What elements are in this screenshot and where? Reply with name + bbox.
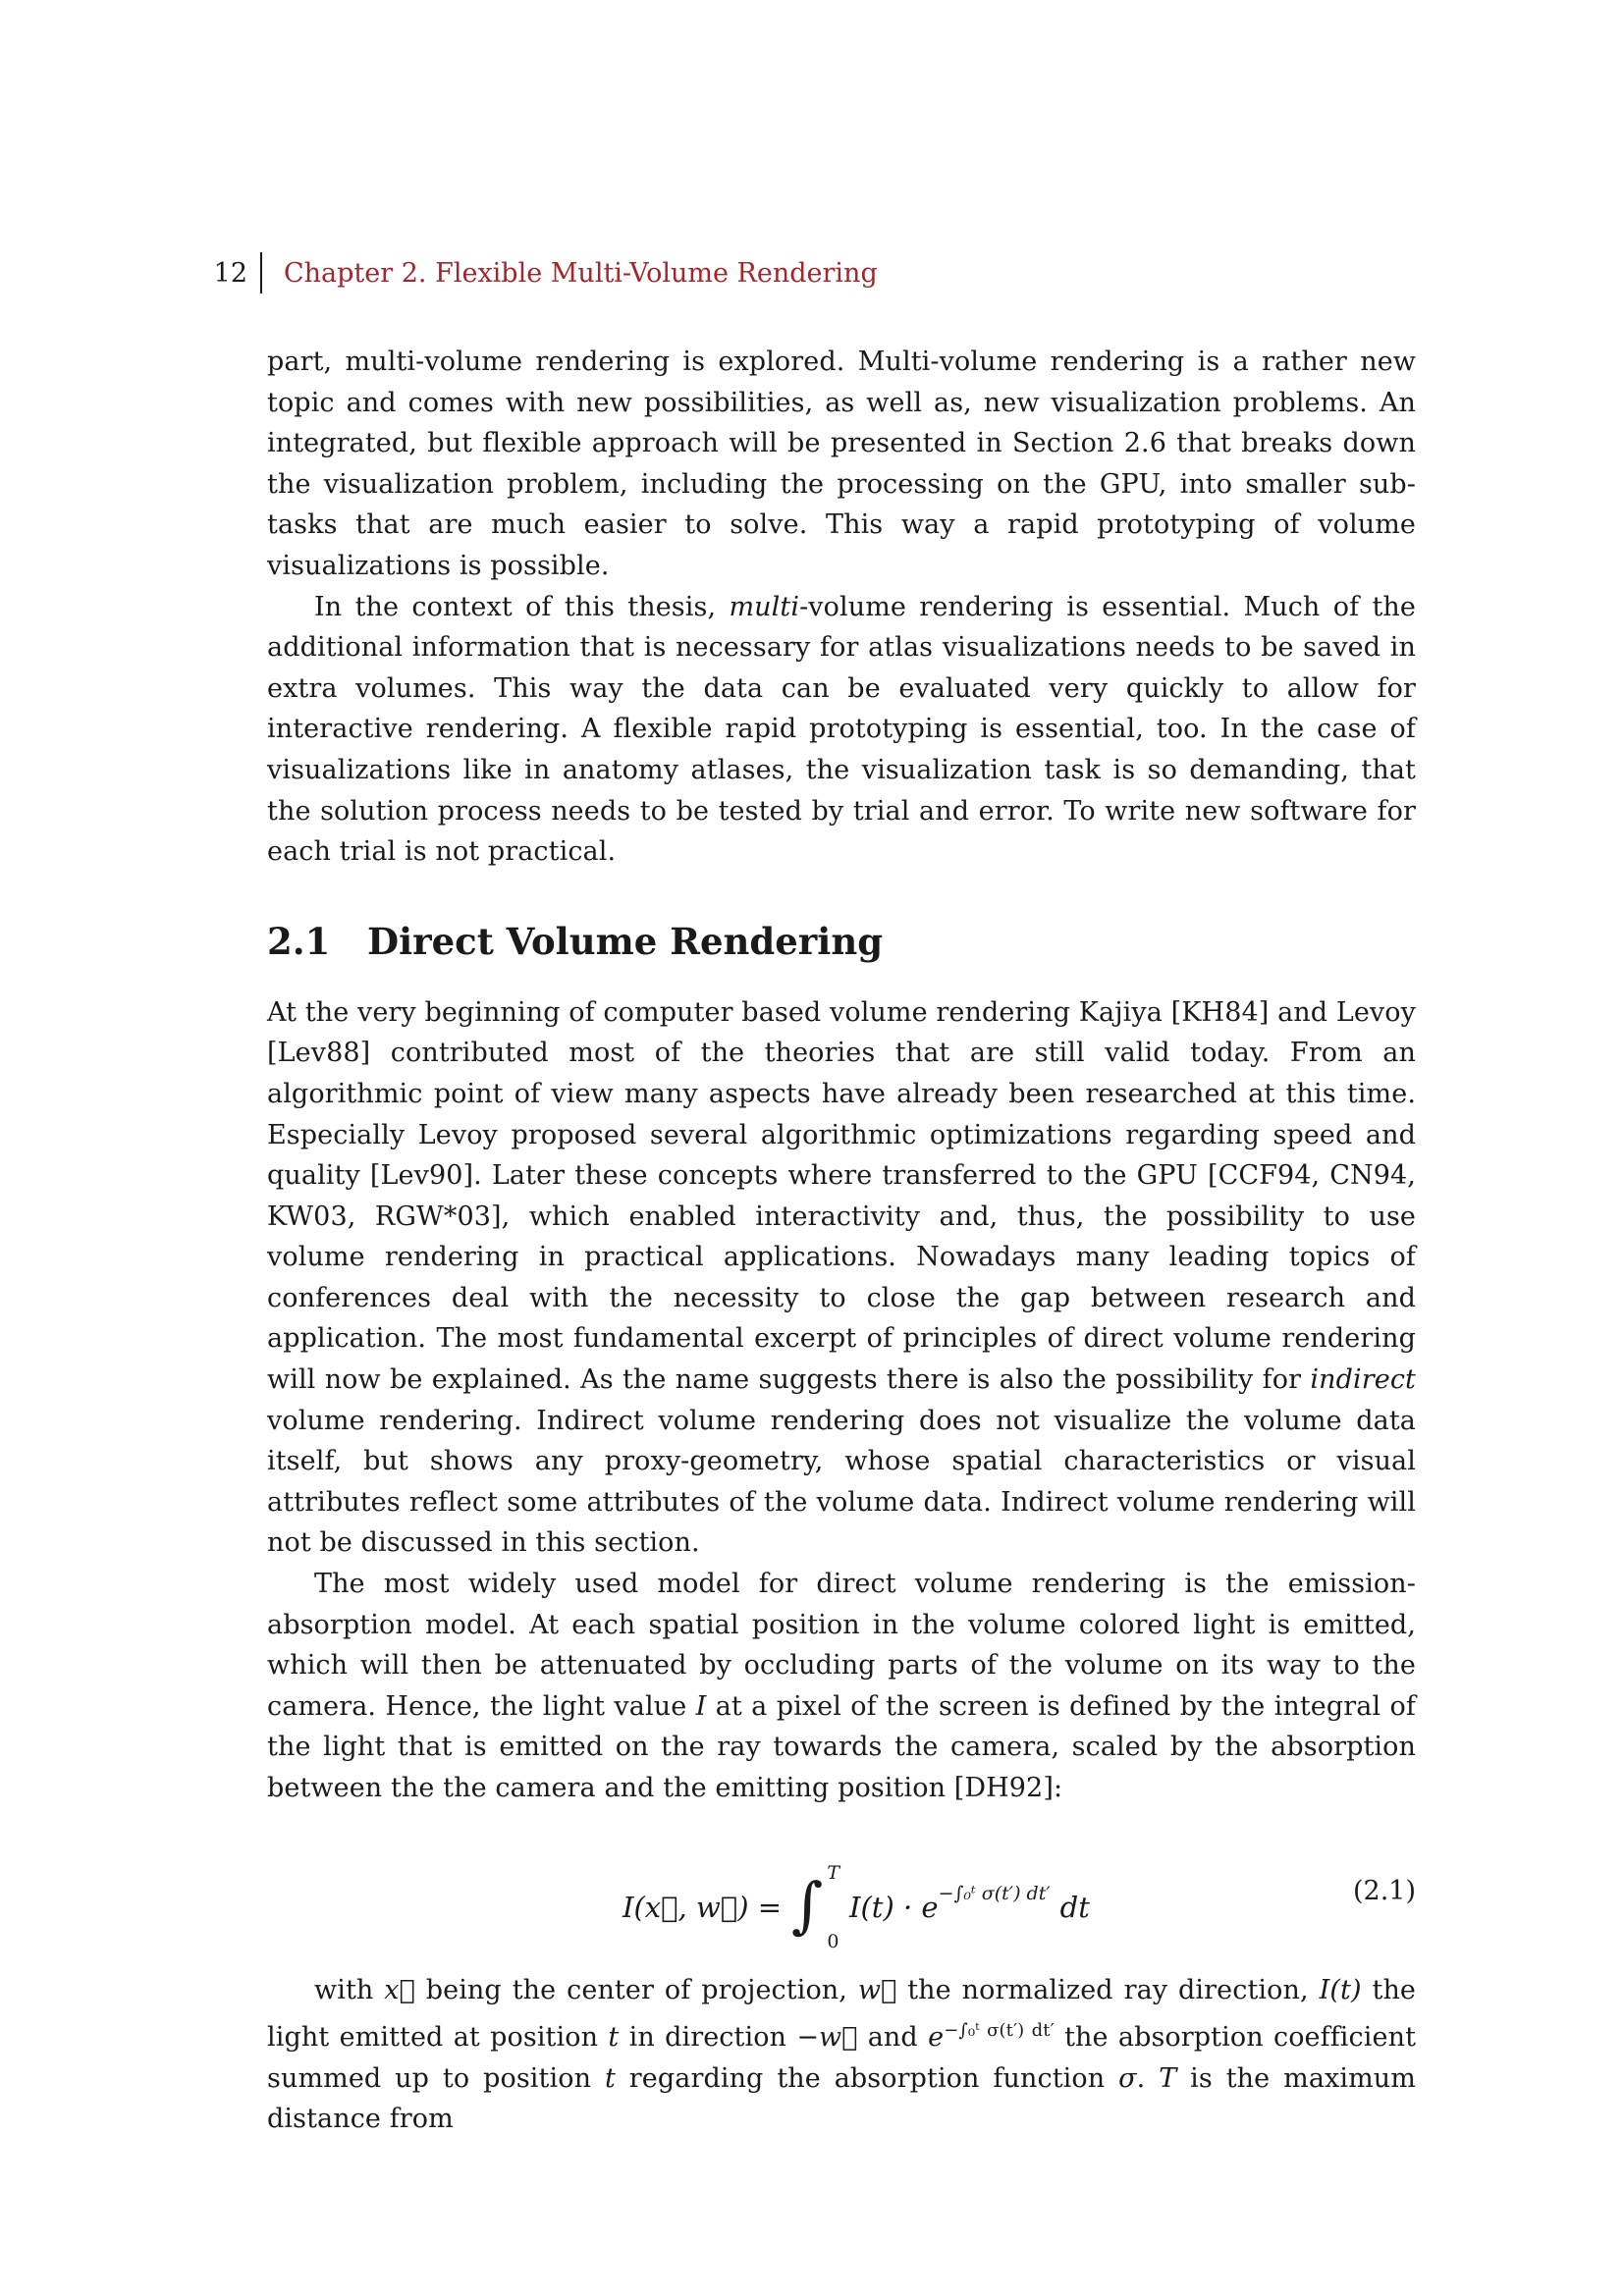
text-run: regarding the absorption function: [615, 2062, 1119, 2094]
math-variable: w⃗: [857, 1974, 897, 2005]
text-run: At the very beginning of computer based volume rendering Kajiya [KH84] and Levoy [Lev88] contributed most of the theories that are still valid today. From an algorithmic point of view many aspects have already been researched at this time. Especially Levoy proposed several algorithmic optimizations regarding speed and quality [Lev90]. Later these concepts where transferred to the GPU [CCF94, CN94, KW03, RGW*03], which enabled interactivity and, thus, the possibility to use volume rendering in practical applications. Nowadays many leading topics of conferences deal with the necessity to close the gap between research and application. The most fundamental excerpt of principles of direct volume rendering will now be explained. As the name suggests there is also the possibility for: [267, 996, 1416, 1396]
math-variable: −w⃗: [796, 2022, 858, 2054]
math-variable: t: [608, 2022, 620, 2054]
upper-limit: T: [827, 1861, 840, 1884]
section-title: Direct Volume Rendering: [367, 919, 884, 963]
text-run: The most widely used model for direct volume rendering is the emission-absorption model. At each spatial position in the volume colored light is emitted, which will then be attenuated by occluding parts of the volume on its way to the camera. Hence, the light value: [267, 1569, 1416, 1722]
section-paragraph-3: [267, 1970, 1416, 2140]
text-run: the normalized ray direction,: [896, 1974, 1320, 2005]
integrand: I(t) · e: [849, 1890, 939, 1924]
intro-paragraph-2: [267, 587, 1416, 873]
text-run: volume rendering. Indirect volume rendering does not visualize the volume data itself, but shows any proxy-geometry, whose spatial characteristics or visual attributes reflect some attributes of the volume data. Indirect volume rendering will not be discussed in this section.: [267, 1405, 1416, 1559]
section-paragraph-2: [267, 1564, 1416, 1809]
section-number: 2.1: [267, 919, 331, 963]
text-run: .: [1136, 2062, 1160, 2094]
emphasis: indirect: [1310, 1364, 1416, 1396]
integral-limits: [827, 1862, 839, 1952]
section-paragraph-1: [267, 992, 1416, 1564]
emphasis: multi: [729, 591, 800, 622]
math-variable: I(t): [1319, 1974, 1362, 2005]
section-heading: [267, 920, 1416, 963]
text-run: with: [314, 1974, 385, 2005]
text-run: In the context of this thesis,: [314, 591, 730, 622]
text-run: in direction: [619, 2022, 797, 2054]
math-exponent: −∫₀ᵗ σ(t′) dt′: [944, 2020, 1055, 2042]
text-run: is the maximum distance from: [267, 2062, 1416, 2135]
text-run: being the center of projection,: [414, 1974, 858, 2005]
math-variable: I: [695, 1690, 707, 1722]
equation-number: (2.1): [1352, 1875, 1416, 1906]
math-variable: t: [604, 2062, 616, 2094]
equation-2-1: [267, 1839, 1416, 1952]
equation-body: [623, 1862, 1090, 1952]
chapter-title-link[interactable]: Chapter 2. Flexible Multi-Volume Rendering: [284, 257, 878, 289]
page-number: 12: [213, 257, 247, 289]
page-body: [267, 342, 1416, 2140]
text-run: the light emitted at position: [267, 1974, 1417, 2054]
text-run: and: [857, 2022, 929, 2054]
integral-sign: ∫: [791, 1868, 824, 1941]
intro-paragraph-1: part, multi-volume rendering is explored. Multi-volume rendering is a rather new topic and comes with new possibilities, as well as, new visualization problems. An integrated, but flexible approach will be presented in Section 2.6 that breaks down the visualization problem, including the processing on the GPU, into smaller sub-tasks that are much easier to solve. This way a rapid prototyping of volume visualizations is possible.: [267, 347, 1416, 581]
text-run: at a pixel of the screen is defined by the integral of the light that is emitted on the ray towards the camera, scaled by the absorption between the the camera and the emitting position [DH92]:: [267, 1690, 1416, 1803]
running-header: [212, 251, 878, 294]
math-variable: e: [928, 2022, 945, 2054]
equation-lhs: I(x⃗, w⃗) =: [623, 1890, 783, 1924]
lower-limit: 0: [827, 1930, 839, 1952]
math-variable: T: [1159, 2062, 1177, 2094]
text-run: the absorption coefficient summed up to position: [267, 2022, 1417, 2094]
differential: dt: [1059, 1890, 1090, 1924]
exponent: −∫₀ᵗ σ(t′) dt′: [938, 1882, 1051, 1904]
math-variable: σ: [1118, 2062, 1137, 2094]
text-run: -volume rendering is essential. Much of the additional information that is necessary for atlas visualizations needs to be saved in extra volumes. This way the data can be evaluated very quickly to allow for interactive rendering. A flexible rapid prototyping is essential, too. In the case of visualizations like in anatomy atlases, the visualization task is so demanding, that the solution process needs to be tested by trial and error. To write new software for each trial is not practical.: [267, 591, 1416, 868]
math-variable: x⃗: [384, 1974, 415, 2005]
